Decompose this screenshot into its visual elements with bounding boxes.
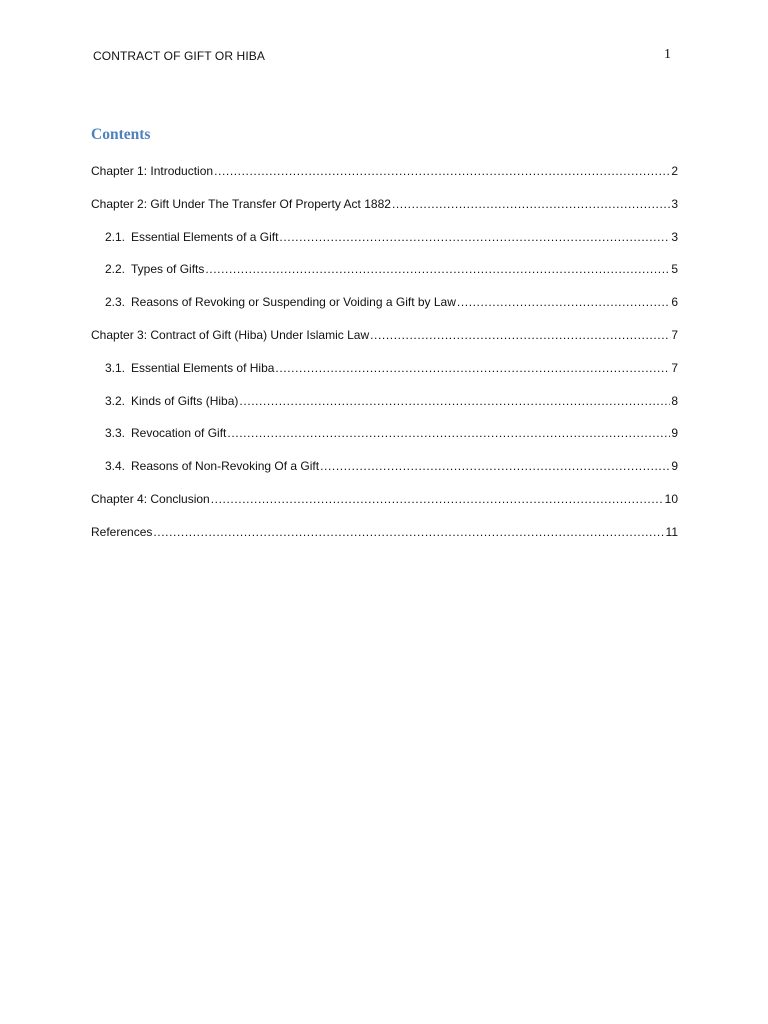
toc-entry-title: Essential Elements of Hiba	[131, 360, 275, 375]
toc-heading: Contents	[91, 126, 151, 143]
toc-entry-page: 2	[671, 164, 678, 178]
toc-entry-number: 3.3.	[105, 426, 126, 441]
page-number: 1	[664, 47, 671, 62]
toc-entry-title: Kinds of Gifts (Hiba)	[131, 393, 239, 408]
toc-dot-leader	[275, 359, 670, 377]
toc-entry-title: Revocation of Gift	[131, 426, 227, 441]
toc-entry-page: 7	[671, 327, 678, 342]
toc-entry-references[interactable]	[91, 523, 678, 556]
toc-entry-page: 11	[665, 524, 678, 539]
toc-entry-2-3[interactable]	[91, 293, 678, 326]
toc-entry-2-1[interactable]	[91, 228, 678, 261]
toc-entry-number: 3.1.	[105, 360, 126, 375]
toc-entry-number: 3.4.	[105, 459, 126, 474]
toc-dot-leader	[205, 260, 670, 278]
table-of-contents	[91, 162, 678, 556]
toc-entry-number: 3.2.	[105, 393, 126, 408]
toc-entry-chapter-3[interactable]	[91, 326, 678, 359]
toc-entry-page: 6	[671, 295, 678, 310]
toc-entry-chapter-2[interactable]	[91, 195, 678, 228]
toc-dot-leader	[457, 293, 670, 311]
toc-dot-leader	[370, 326, 670, 344]
toc-dot-leader	[392, 195, 670, 213]
toc-dot-leader	[214, 162, 670, 180]
toc-entry-title: Reasons of Non-Revoking Of a Gift	[131, 459, 320, 474]
toc-entry-page: 9	[671, 426, 678, 441]
toc-entry-page: 5	[671, 262, 678, 277]
toc-dot-leader	[211, 490, 664, 508]
toc-entry-chapter-1[interactable]	[91, 162, 678, 195]
toc-entry-chapter-4[interactable]	[91, 490, 678, 523]
toc-entry-title: Chapter 2: Gift Under The Transfer Of Property Act 1882	[91, 196, 391, 211]
toc-dot-leader	[279, 228, 670, 246]
toc-entry-3-2[interactable]	[91, 392, 678, 425]
toc-entry-title: Chapter 4: Conclusion	[91, 491, 210, 506]
running-head: CONTRACT OF GIFT OR HIBA	[93, 49, 265, 63]
toc-entry-3-3[interactable]	[91, 424, 678, 457]
toc-entry-title: References	[91, 524, 153, 539]
toc-entry-page: 8	[671, 393, 678, 408]
toc-entry-number: 2.3.	[105, 295, 126, 310]
toc-dot-leader	[239, 392, 670, 410]
toc-entry-page: 3	[671, 196, 678, 211]
toc-entry-number: 2.1.	[105, 229, 126, 244]
toc-entry-title: Chapter 1: Introduction	[91, 164, 214, 178]
toc-entry-title: Types of Gifts	[131, 262, 205, 277]
toc-entry-title: Essential Elements of a Gift	[131, 229, 279, 244]
toc-entry-page: 7	[671, 360, 678, 375]
toc-entry-title: Reasons of Revoking or Suspending or Voiding a Gift by Law	[131, 295, 456, 310]
toc-entry-page: 3	[671, 229, 678, 244]
toc-entry-title: Chapter 3: Contract of Gift (Hiba) Under Islamic Law	[91, 327, 370, 342]
toc-dot-leader	[153, 523, 664, 541]
toc-entry-number: 2.2.	[105, 262, 126, 277]
toc-entry-2-2[interactable]	[91, 260, 678, 293]
toc-dot-leader	[320, 457, 670, 475]
toc-dot-leader	[227, 424, 670, 442]
toc-entry-page: 10	[664, 491, 678, 506]
toc-entry-3-4[interactable]	[91, 457, 678, 490]
toc-entry-page: 9	[671, 459, 678, 474]
toc-entry-3-1[interactable]	[91, 359, 678, 392]
